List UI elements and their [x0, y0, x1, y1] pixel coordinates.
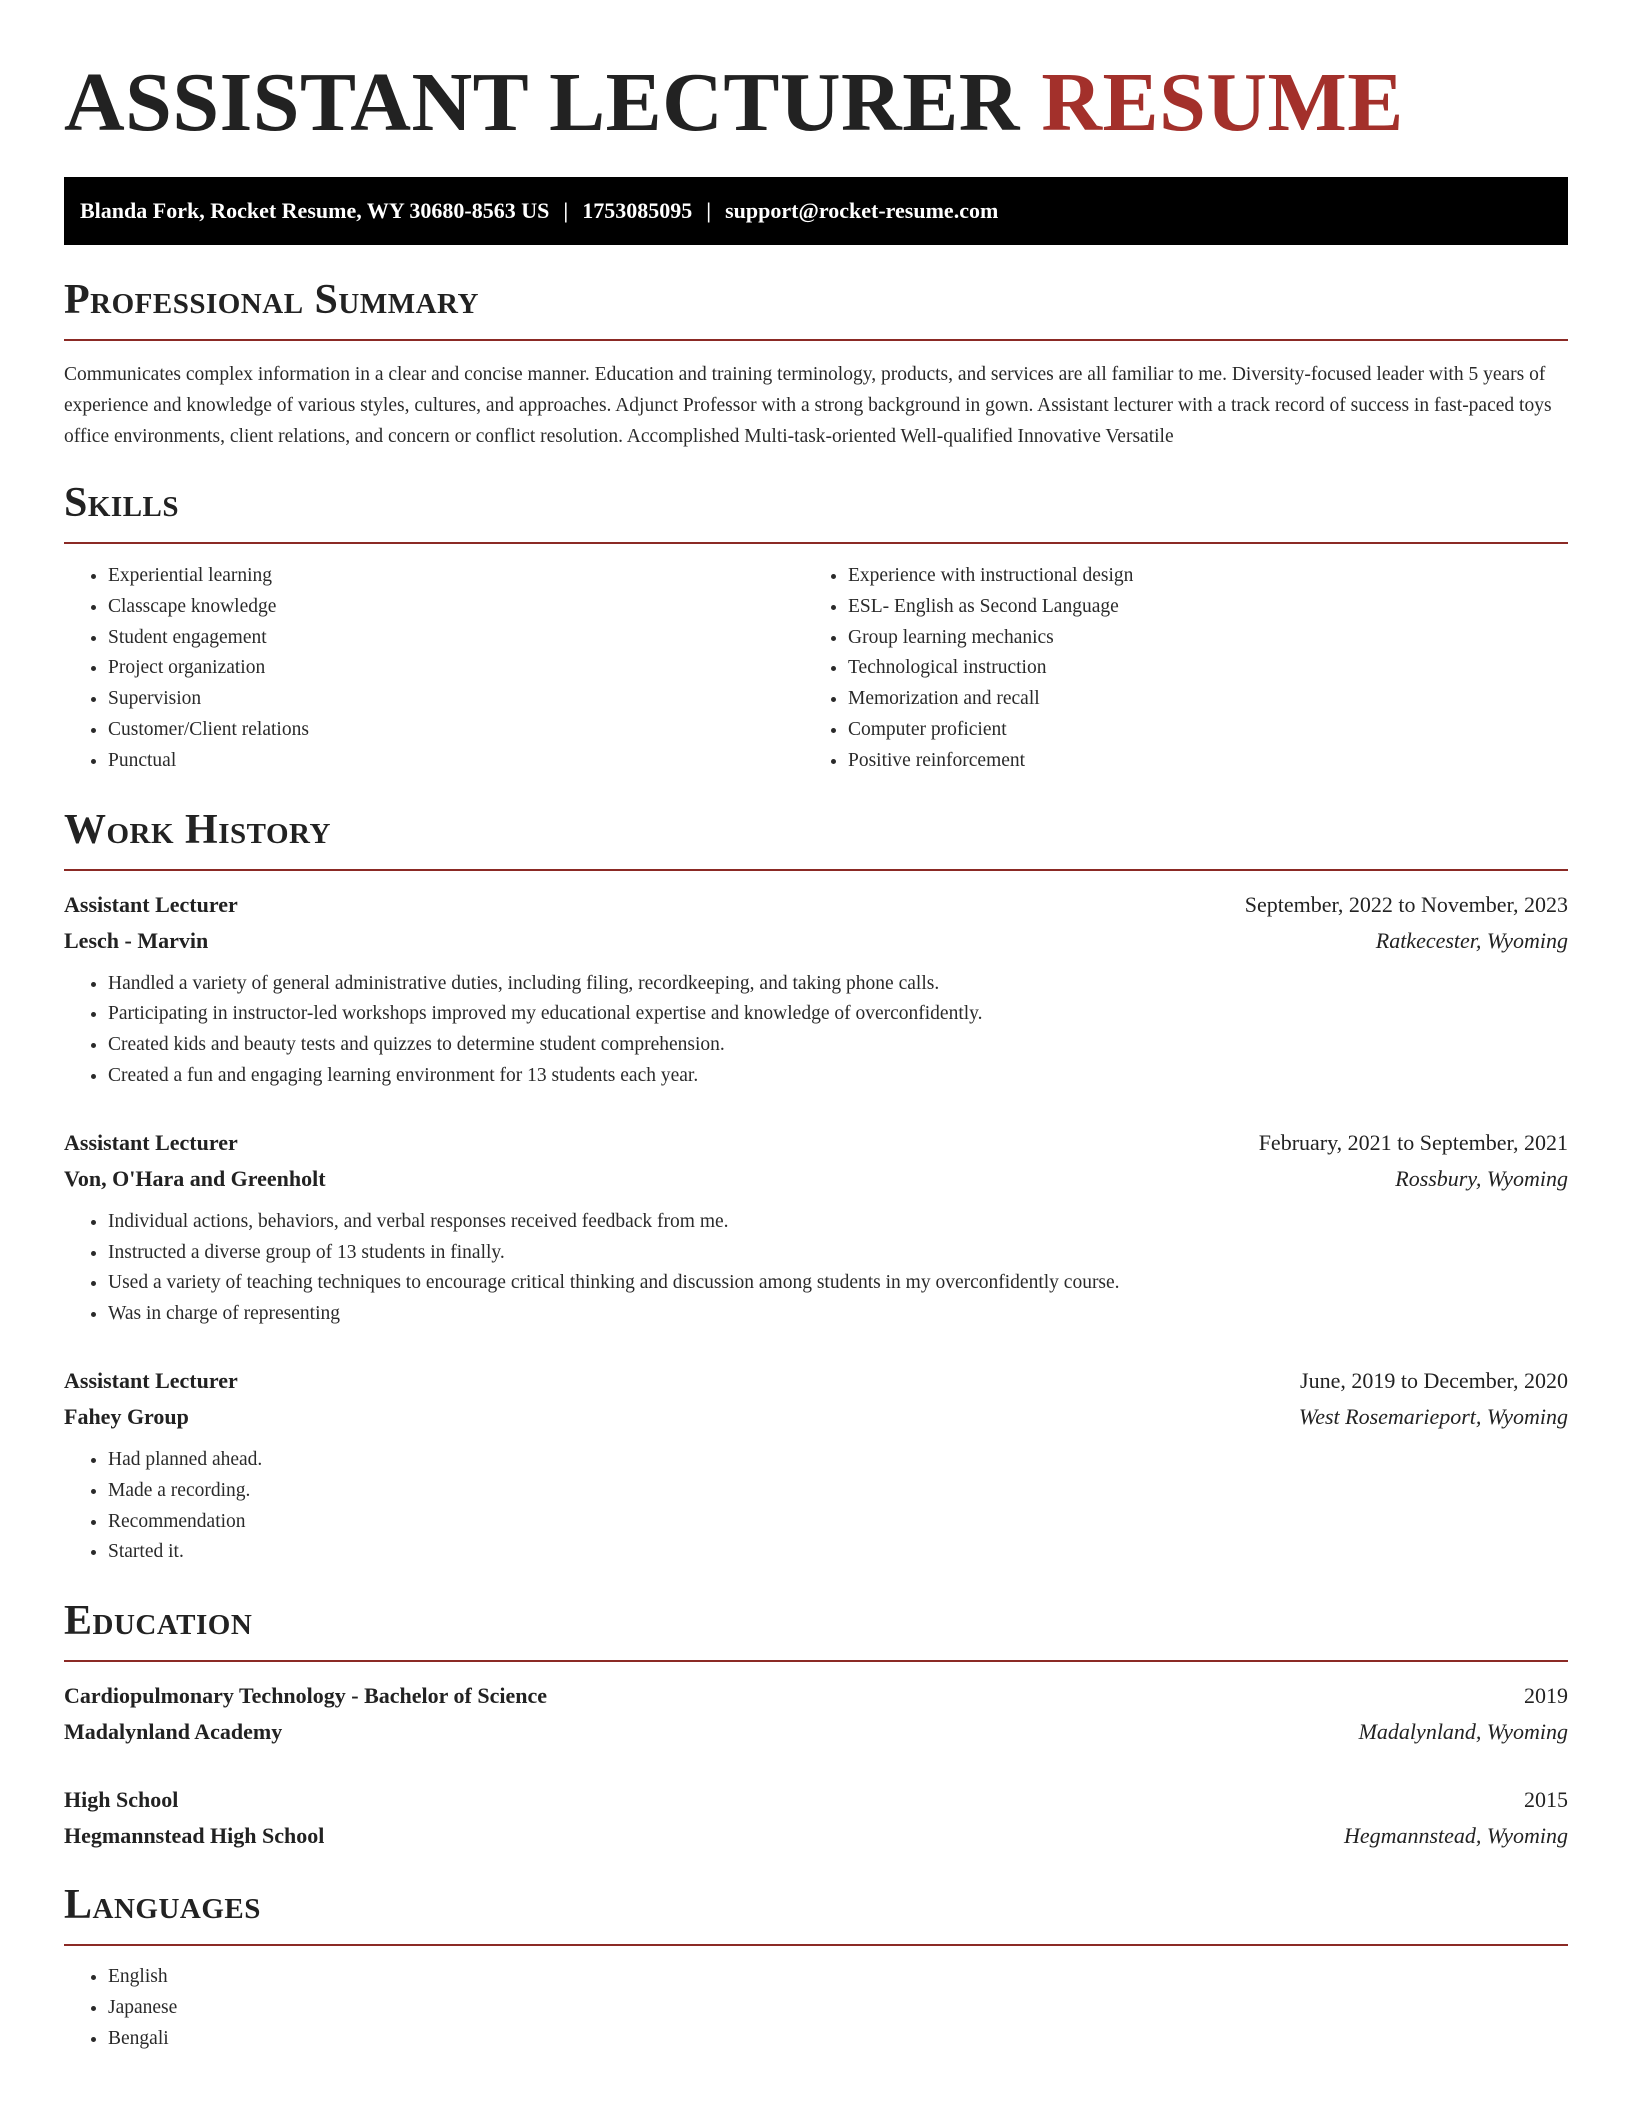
- job-bullet: • Individual actions, behaviors, and verbal responses received feedback from me.: [108, 1207, 1568, 1238]
- job-company-row: [64, 1399, 1568, 1435]
- job-company: Fahey Group: [64, 1403, 189, 1429]
- job-bullet: • Instructed a diverse group of 13 students in finally.: [108, 1238, 1568, 1269]
- job-location: Rossbury, Wyoming: [1395, 1165, 1568, 1191]
- section-divider: [64, 339, 1568, 341]
- education-degree: High School: [64, 1787, 179, 1813]
- job-location: West Rosemarieport, Wyoming: [1298, 1403, 1568, 1429]
- language-item: • English: [108, 1962, 1568, 1993]
- education-degree-row: [64, 1678, 1568, 1714]
- job-bullet: • Started it.: [108, 1537, 1568, 1568]
- education-school-row: [64, 1714, 1568, 1750]
- skill-item: • Technological instruction: [848, 653, 1544, 684]
- job-bullets: [64, 969, 1568, 1092]
- job-entry: [64, 1125, 1568, 1330]
- job-title: Assistant Lecturer: [64, 1367, 238, 1393]
- skill-item: • Experience with instructional design: [848, 561, 1544, 592]
- education-entry: [64, 1782, 1568, 1854]
- skills-columns: [64, 561, 1568, 777]
- contact-email: support@rocket-resume.com: [725, 198, 999, 223]
- job-bullets: [64, 1207, 1568, 1330]
- job-header-row: [64, 887, 1568, 923]
- skills-section: [64, 478, 1568, 777]
- job-bullet: • Participating in instructor-led workshops improved my educational expertise and knowledge of overconfidently.: [108, 999, 1568, 1030]
- job-bullets: [64, 1445, 1568, 1568]
- section-title: Work History: [64, 806, 331, 853]
- skill-item: • Punctual: [108, 746, 804, 777]
- job-bullet: • Was in charge of representing: [108, 1299, 1568, 1330]
- job-bullet: • Made a recording.: [108, 1476, 1568, 1507]
- section-title: Education: [64, 1598, 253, 1645]
- job-dates: June, 2019 to December, 2020: [1300, 1367, 1568, 1393]
- work-history-section: [64, 805, 1568, 1569]
- skill-item: • Supervision: [108, 684, 804, 715]
- job-bullet: • Recommendation: [108, 1507, 1568, 1538]
- education-school: Hegmannstead High School: [64, 1823, 325, 1849]
- contact-separator: |: [563, 198, 569, 223]
- section-title: Skills: [64, 480, 180, 526]
- job-title: Assistant Lecturer: [64, 1129, 238, 1155]
- job-title: Assistant Lecturer: [64, 891, 238, 917]
- language-item: • Japanese: [108, 1993, 1568, 2024]
- education-school-row: [64, 1818, 1568, 1854]
- job-entry: [64, 887, 1568, 1092]
- section-title: Languages: [64, 1882, 261, 1929]
- education-location: Madalynland, Wyoming: [1358, 1719, 1568, 1745]
- section-divider: [64, 542, 1568, 544]
- section-title: Professional Summary: [64, 277, 479, 323]
- contact-separator: |: [706, 198, 712, 223]
- contact-phone: 1753085095: [582, 198, 693, 223]
- education-location: Hegmannstead, Wyoming: [1343, 1823, 1568, 1849]
- skill-item: • ESL- English as Second Language: [848, 592, 1544, 623]
- education-entry: [64, 1678, 1568, 1750]
- languages-list: [64, 1962, 1568, 2054]
- skills-list-left: [64, 561, 804, 777]
- contact-address: Blanda Fork, Rocket Resume, WY 30680-8563 US: [80, 198, 550, 223]
- education-school: Madalynland Academy: [64, 1719, 283, 1745]
- skill-item: • Positive reinforcement: [848, 746, 1544, 777]
- job-dates: February, 2021 to September, 2021: [1258, 1129, 1568, 1155]
- job-bullet: • Handled a variety of general administrative duties, including filing, recordkeeping, and taking phone calls.: [108, 969, 1568, 1000]
- skill-item: • Student engagement: [108, 623, 804, 654]
- skill-item: • Computer proficient: [848, 715, 1544, 746]
- job-company-row: [64, 923, 1568, 959]
- skill-item: • Project organization: [108, 653, 804, 684]
- job-bullet: • Used a variety of teaching techniques to encourage critical thinking and discussion among students in my overconfidently course.: [108, 1268, 1568, 1299]
- skill-item: • Group learning mechanics: [848, 623, 1544, 654]
- job-dates: September, 2022 to November, 2023: [1244, 891, 1568, 917]
- job-header-row: [64, 1125, 1568, 1161]
- education-section: [64, 1596, 1568, 1854]
- job-company: Von, O'Hara and Greenholt: [64, 1165, 326, 1191]
- skill-item: • Customer/Client relations: [108, 715, 804, 746]
- skill-item: • Experiential learning: [108, 561, 804, 592]
- job-location: Ratkecester, Wyoming: [1375, 927, 1568, 953]
- job-company: Lesch - Marvin: [64, 927, 209, 953]
- contact-bar: [64, 177, 1568, 245]
- section-divider: [64, 1944, 1568, 1946]
- education-year: 2015: [1524, 1787, 1568, 1813]
- job-bullet: • Had planned ahead.: [108, 1445, 1568, 1476]
- skill-item: • Classcape knowledge: [108, 592, 804, 623]
- title-main: ASSISTANT LECTURER: [64, 56, 1020, 149]
- job-entry: [64, 1363, 1568, 1568]
- skill-item: • Memorization and recall: [848, 684, 1544, 715]
- job-header-row: [64, 1363, 1568, 1399]
- education-year: 2019: [1524, 1683, 1568, 1709]
- title-accent: RESUME: [1041, 56, 1404, 149]
- page-title: [64, 55, 1568, 151]
- job-company-row: [64, 1161, 1568, 1197]
- job-bullet: • Created kids and beauty tests and quizzes to determine student comprehension.: [108, 1030, 1568, 1061]
- summary-section: [64, 275, 1568, 452]
- language-item: • Bengali: [108, 2024, 1568, 2055]
- languages-section: [64, 1880, 1568, 2054]
- education-degree-row: [64, 1782, 1568, 1818]
- section-divider: [64, 1660, 1568, 1662]
- skills-list-right: [804, 561, 1544, 777]
- job-bullet: • Created a fun and engaging learning environment for 13 students each year.: [108, 1061, 1568, 1092]
- section-divider: [64, 869, 1568, 871]
- education-degree: Cardiopulmonary Technology - Bachelor of Science: [64, 1683, 547, 1709]
- summary-text: Communicates complex information in a clear and concise manner. Education and training terminology, products, and services are all familiar to me. Diversity-focused leader with 5 years of experience and knowledge of various styles, cultures, and approaches. Adjunct Professor with a strong background in gown. Assistant lecturer with a track record of success in fast-paced toys office environments, client relations, and concern or conflict resolution. Accomplished Multi-task-oriented Well-qualified Innovative Versatile: [64, 364, 1552, 447]
